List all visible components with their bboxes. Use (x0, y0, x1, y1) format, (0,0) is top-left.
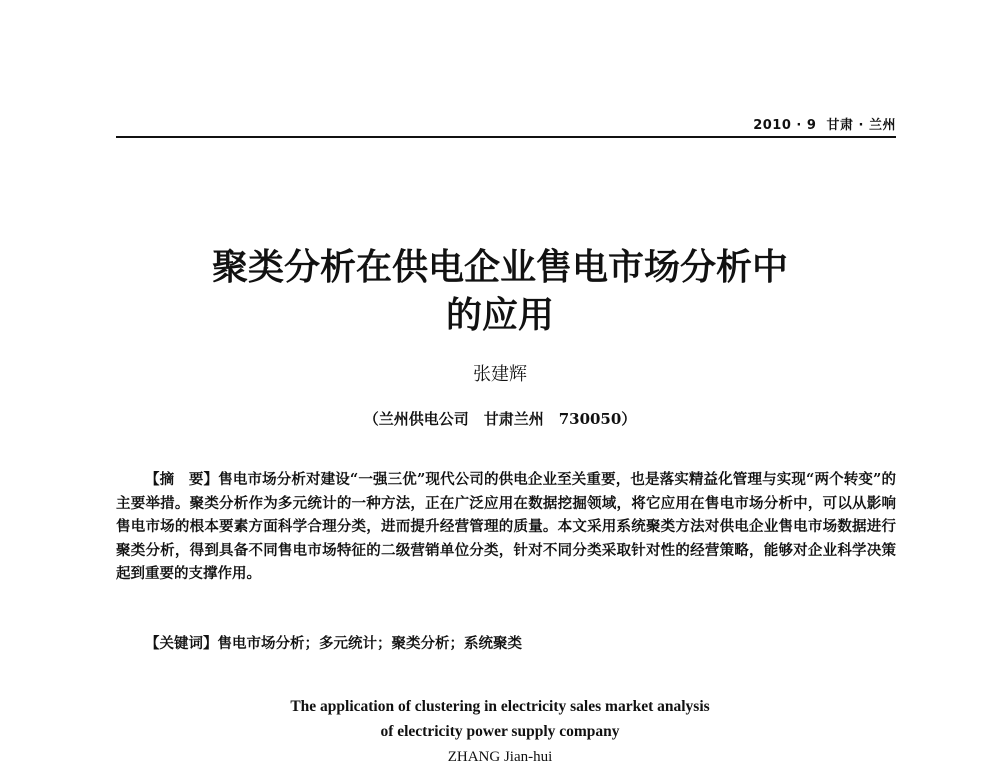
issue-number: 2010 · 9 (753, 118, 817, 133)
english-author-name: ZHANG Jian-hui (447, 749, 553, 765)
author-name: 张建辉 (473, 364, 527, 385)
english-title-line-1: The application of clustering in electricity sales market analysis (290, 698, 710, 715)
abstract-label: 【摘 要】 (145, 471, 219, 488)
author-affiliation: （兰州供电公司 甘肃兰州 730050） (363, 410, 637, 428)
keywords-line (116, 632, 896, 653)
issue-location: 甘肃 · 兰州 (826, 118, 896, 133)
abstract-text: 售电市场分析对建设“一强三优”现代公司的供电企业至关重要，也是落实精益化管理与实现“两个转变”的主要举措。聚类分析作为多元统计的一种方法，正在广泛应用在数据挖掘领域，将它应用在售电市场分析中，可以从影响售电市场的根本要素方面科学合理分类，进而提升经营管理的质量。本文采用系统聚类方法对供电企业售电市场数据进行聚类分析，得到具备不同售电市场特征的二级营销单位分类，针对不同分类采取针对性的经营策略，能够对企业科学决策起到重要的支撑作用。 (116, 471, 896, 582)
keywords-label: 【关键词】 (145, 635, 218, 652)
journal-header (753, 114, 896, 133)
header-rule (116, 136, 896, 138)
paper-title-line-2: 的应用 (445, 294, 554, 336)
keywords-text: 售电市场分析；多元统计；聚类分析；系统聚类 (217, 635, 522, 652)
abstract-paragraph (116, 468, 896, 586)
paper-title-line-1: 聚类分析在供电企业售电市场分析中 (211, 246, 788, 288)
english-title-line-2: of electricity power supply company (380, 723, 620, 740)
